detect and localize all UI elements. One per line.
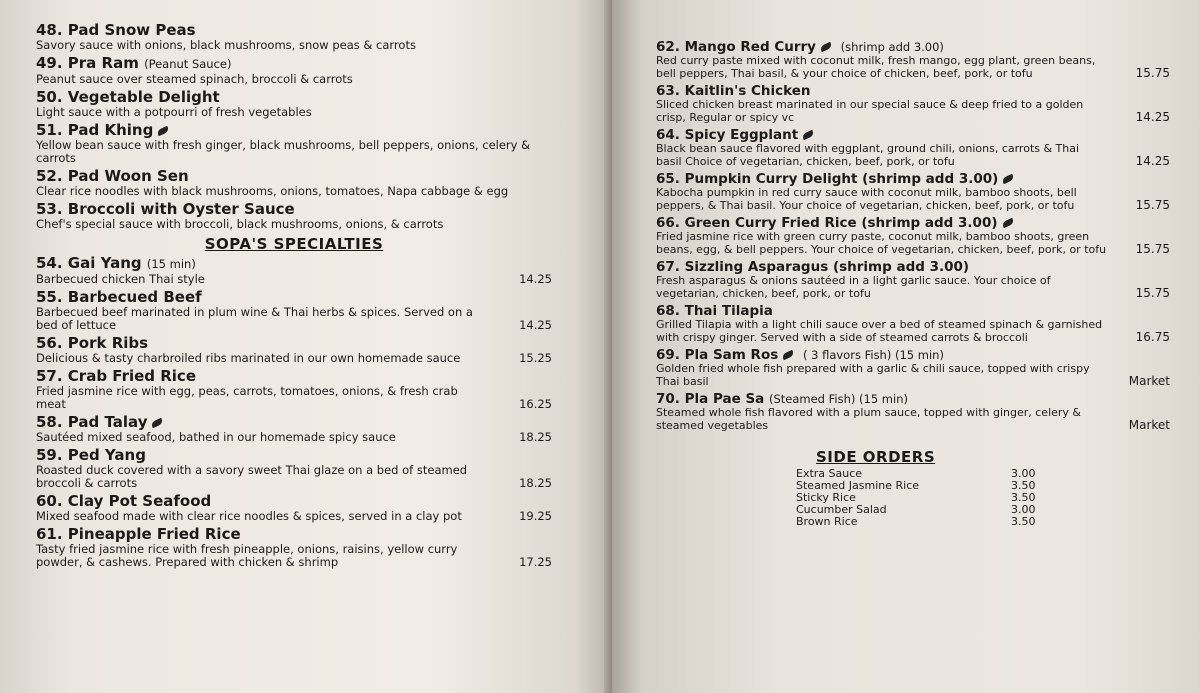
menu-item-title: 65. Pumpkin Curry Delight (shrimp add 3.00) [656,171,999,187]
menu-item-description: Mixed seafood made with clear rice noodles & spices, served in a clay pot [36,509,462,523]
menu-item [656,84,1170,124]
menu-item-price: 16.75 [1135,330,1170,344]
chili-pepper-icon [1002,174,1015,185]
menu-item [36,168,552,198]
menu-item-title: 58. Pad Talay [36,413,148,431]
menu-item-price: 15.75 [1135,66,1170,80]
menu-item-title: 70. Pla Pae Sa [656,391,765,407]
menu-item [36,368,552,411]
menu-item-name [36,255,552,273]
menu-item [36,447,552,490]
menu-item-description: Golden fried whole fish prepared with a garlic & chili sauce, topped with crispy Thai basil [656,362,1090,388]
side-order-name: Sticky Rice [796,491,856,504]
menu-item-note: (shrimp add 3.00) [840,40,944,54]
side-order-row [796,516,1056,528]
menu-item [36,493,552,523]
menu-item-price: 15.75 [1135,286,1170,300]
specialties-list [36,255,552,569]
menu-item-name [656,392,1170,407]
menu-item [36,55,552,86]
menu-item-name [36,122,552,139]
menu-item-name [36,89,552,106]
menu-item-name [36,168,552,185]
menu-item-description: Savory sauce with onions, black mushrooms, snow peas & carrots [36,38,416,52]
chili-pepper-icon [157,125,170,136]
chili-pepper-icon [801,130,814,141]
menu-item-note: (Steamed Fish) (15 min) [768,392,908,406]
menu-item-title: 51. Pad Khing [36,121,154,139]
menu-item [656,216,1170,256]
menu-item-description: Sliced chicken breast marinated in our special sauce & deep fried to a golden crisp, Regular or spicy vc [656,98,1084,124]
menu-item-description: Fried jasmine rice with green curry paste, coconut milk, bamboo shoots, green beans, egg, & bell peppers. Your choice of vegetarian, chicken, beef, pork, or tofu [656,230,1107,256]
menu-item-name [36,201,552,218]
side-order-name: Cucumber Salad [796,503,887,516]
menu-item-description: Delicious & tasty charbroiled ribs marinated in our own homemade sauce [36,351,461,365]
menu-item-description: Tasty fried jasmine rice with fresh pineapple, onions, raisins, yellow curry powder, & cashews. Prepared with chicken & shrimp [36,542,458,569]
menu-item-name [36,414,552,431]
side-order-name: Extra Sauce [796,467,863,480]
menu-item-description: Barbecued chicken Thai style [36,272,205,286]
menu-item-price: Market [1128,418,1170,432]
menu-item-title: 56. Pork Ribs [36,334,149,352]
menu-item-description: Yellow bean sauce with fresh ginger, black mushrooms, bell peppers, onions, celery & carrots [36,138,531,165]
menu-item-price: 14.25 [1135,110,1170,124]
menu-item-description: Barbecued beef marinated in plum wine & Thai herbs & spices. Served on a bed of lettuce [36,305,473,332]
menu-item-note: ( 3 flavors Fish) (15 min) [802,348,944,362]
menu-item-price: 15.25 [519,351,552,365]
menu-item [656,172,1170,212]
menu-item-price: 14.25 [519,318,552,332]
side-order-price: 3.00 [1011,503,1036,516]
menu-item-price: 18.25 [519,430,552,444]
menu-item-name [656,128,1170,143]
menu-item [36,255,552,286]
menu-item-description: Roasted duck covered with a savory sweet Thai glaze on a bed of steamed broccoli & carrots [36,463,468,490]
menu-item-title: 53. Broccoli with Oyster Sauce [36,200,295,218]
menu-item-description: Light sauce with a potpourri of fresh vegetables [36,105,312,119]
menu-item-price: 15.75 [1135,198,1170,212]
menu-item-price: 19.25 [519,509,552,523]
side-order-price: 3.00 [1011,467,1036,480]
menu-item-name [36,335,552,352]
vegetable-dishes-list [36,22,552,231]
menu-item [656,304,1170,344]
menu-item-price: 14.25 [519,272,552,286]
menu-item-description: Sautéed mixed seafood, bathed in our homemade spicy sauce [36,430,396,444]
house-dishes-list [656,40,1170,432]
menu-item-name [656,40,1170,55]
menu-item-note: (Peanut Sauce) [144,57,232,71]
menu-item-name [656,172,1170,187]
menu-item-title: 61. Pineapple Fried Rice [36,525,241,543]
side-orders-section [796,448,1056,528]
menu-item [36,335,552,365]
menu-item-price: 17.25 [519,555,552,569]
menu-item-description: Clear rice noodles with black mushrooms, onions, tomatoes, Napa cabbage & egg [36,184,509,198]
menu-item [36,122,552,165]
menu-item-title: 66. Green Curry Fried Rice (shrimp add 3.00) [656,215,998,231]
menu-item-title: 68. Thai Tilapia [656,303,773,319]
side-orders-list [796,468,1056,528]
side-order-price: 3.50 [1011,515,1036,528]
menu-item-name [656,304,1170,319]
menu-item-note: (15 min) [146,257,196,271]
menu-item [656,128,1170,168]
menu-item-name [36,22,552,39]
menu-item-title: 54. Gai Yang [36,254,142,272]
menu-item-price: 15.75 [1135,242,1170,256]
menu-item [656,392,1170,432]
menu-item-description: Kabocha pumpkin in red curry sauce with coconut milk, bamboo shoots, bell peppers, & Thai basil. Your choice of vegetarian, chicken, beef, pork, or tofu [656,186,1077,212]
menu-item-title: 49. Pra Ram [36,54,139,72]
menu-item-description: Grilled Tilapia with a light chili sauce over a bed of steamed spinach & garnished with crispy ginger. Served with a side of steamed carrots & broccoli [656,318,1103,344]
menu-item-title: 55. Barbecued Beef [36,288,202,306]
menu-item-description: Black bean sauce flavored with eggplant, ground chili, onions, carrots & Thai basil Choice of vegetarian, chicken, beef, pork, or tofu [656,142,1080,168]
menu-item-title: 52. Pad Woon Sen [36,167,189,185]
menu-item [656,40,1170,80]
menu-item-name [36,447,552,464]
side-order-price: 3.50 [1011,491,1036,504]
menu-item-description: Steamed whole fish flavored with a plum sauce, topped with ginger, celery & steamed vegetables [656,406,1082,432]
menu-item-title: 59. Ped Yang [36,446,146,464]
side-order-name: Steamed Jasmine Rice [796,479,920,492]
menu-item-price: Market [1128,374,1170,388]
menu-item-name [36,526,552,543]
menu-item-title: 64. Spicy Eggplant [656,127,799,143]
menu-item-title: 48. Pad Snow Peas [36,21,196,39]
menu-item [36,22,552,52]
menu-item [656,260,1170,300]
menu-item-description: Peanut sauce over steamed spinach, broccoli & carrots [36,72,353,86]
menu-item-description: Fresh asparagus & onions sautéed in a light garlic sauce. Your choice of vegetarian, chicken, beef, pork, or tofu [656,274,1051,300]
menu-item-description: Chef's special sauce with broccoli, black mushrooms, onions, & carrots [36,217,444,231]
menu-item [656,348,1170,388]
chili-pepper-icon [1001,218,1014,229]
menu-item-name [36,493,552,510]
menu-item-name [656,348,1170,363]
menu-item-name [656,260,1170,275]
menu-item [36,526,552,569]
menu-item-price: 18.25 [519,476,552,490]
menu-item-title: 62. Mango Red Curry [656,39,816,55]
menu-item-title: 60. Clay Pot Seafood [36,492,212,510]
menu-item-title: 69. Pla Sam Ros [656,347,779,363]
section-title-specialties: SOPA'S SPECIALTIES [204,235,384,253]
menu-item-title: 57. Crab Fried Rice [36,367,196,385]
menu-item-price: 14.25 [1135,154,1170,168]
side-order-name: Brown Rice [796,515,858,528]
menu-page-right [612,0,1200,693]
menu-item-title: 63. Kaitlin's Chicken [656,83,811,99]
menu-item [36,89,552,119]
section-title-side-orders: SIDE ORDERS [816,448,936,466]
chili-pepper-icon [782,350,795,361]
menu-item-description: Fried jasmine rice with egg, peas, carrots, tomatoes, onions, & fresh crab meat [36,384,458,411]
menu-item-title: 50. Vegetable Delight [36,88,220,106]
menu-item-name [656,84,1170,99]
menu-item-title: 67. Sizzling Asparagus (shrimp add 3.00) [656,259,970,275]
menu-item-description: Red curry paste mixed with coconut milk, fresh mango, egg plant, green beans, bell peppers, Thai basil, & your choice of chicken, beef, pork, or tofu [656,54,1096,80]
menu-item-price: 16.25 [519,397,552,411]
chili-pepper-icon [819,42,832,53]
side-order-price: 3.50 [1011,479,1036,492]
menu-item-name [36,289,552,306]
menu-item [36,201,552,231]
menu-item [36,289,552,332]
menu-item-name [656,216,1170,231]
menu-item-name [36,55,552,73]
menu-item-name [36,368,552,385]
chili-pepper-icon [151,417,164,428]
menu-item [36,414,552,444]
